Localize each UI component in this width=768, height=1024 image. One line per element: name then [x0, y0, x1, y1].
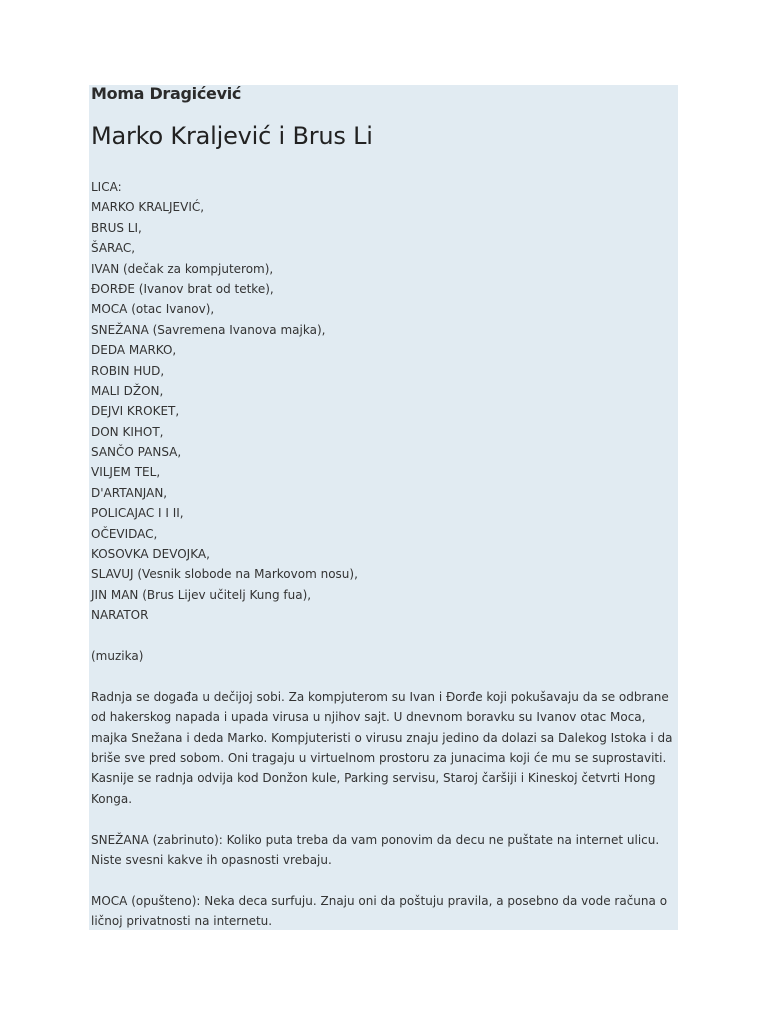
cast-item: POLICAJAC I I II, — [91, 506, 184, 521]
document-title: Marko Kraljević i Brus Li — [91, 122, 373, 150]
document-body — [91, 177, 676, 932]
cast-item: DON KIHOT, — [91, 424, 164, 439]
cast-list — [91, 197, 676, 625]
cast-item: SANČO PANSA, — [91, 445, 182, 460]
cast-item: ROBIN HUD, — [91, 363, 165, 378]
cast-item: VILJEM TEL, — [91, 465, 161, 480]
scene-description: Radnja se događa u dečijoj sobi. Za kompjuterom su Ivan i Đorđe koji pokušavaju da se odbrane od hakerskog napada i upada virusa u njihov sajt. U dnevnom boravku su Ivanov otac Moca, majka Snežana i deda Marko. Kompjuteristi o virusu znaju jedino da dolazi sa Dalekog Istoka i da briše sve pred sobom. Oni tragaju u virtuelnom prostoru za junacima koji će mu se suprostaviti. Kasnije se radnja odvija kod Donžon kule, Parking servisu, Staroj čaršiji i Kineskoj četvrti Hong Konga. — [91, 689, 673, 806]
cast-item: JIN MAN (Brus Lijev učitelj Kung fua), — [91, 587, 312, 602]
cast-item: ŠARAC, — [91, 241, 136, 256]
cast-item: MALI DŽON, — [91, 383, 164, 398]
cast-item: IVAN (dečak za kompjuterom), — [91, 261, 274, 276]
cast-item: DEDA MARKO, — [91, 343, 177, 358]
cast-item: MOCA (otac Ivanov), — [91, 302, 215, 317]
cast-item: MARKO KRALJEVIĆ, — [91, 200, 205, 215]
dialogue-line: SNEŽANA (zabrinuto): Koliko puta treba da vam ponovim da decu ne puštate na internet ulicu. Niste svesni kakve ih opasnosti vrebaju. — [91, 832, 660, 868]
cast-item: BRUS LI, — [91, 220, 142, 235]
cast-heading: LICA: — [91, 180, 122, 194]
cast-item: OČEVIDAC, — [91, 526, 158, 541]
cast-item: SLAVUJ (Vesnik slobode na Markovom nosu), — [91, 567, 358, 582]
cast-item: D'ARTANJAN, — [91, 485, 168, 500]
stage-direction: (muzika) — [91, 649, 144, 663]
dialogue-line: MOCA (opušteno): Neka deca surfuju. Znaju oni da poštuju pravila, a posebno da vode računa o ličnoj privatnosti na internetu. — [91, 893, 668, 929]
author-name: Moma Dragićević — [91, 84, 242, 103]
cast-item: SNEŽANA (Savremena Ivanova majka), — [91, 322, 326, 337]
cast-item: DEJVI KROKET, — [91, 404, 180, 419]
cast-item: KOSOVKA DEVOJKA, — [91, 547, 210, 562]
cast-item: ĐORĐE (Ivanov brat od tetke), — [91, 281, 274, 296]
cast-item: NARATOR — [91, 608, 149, 623]
